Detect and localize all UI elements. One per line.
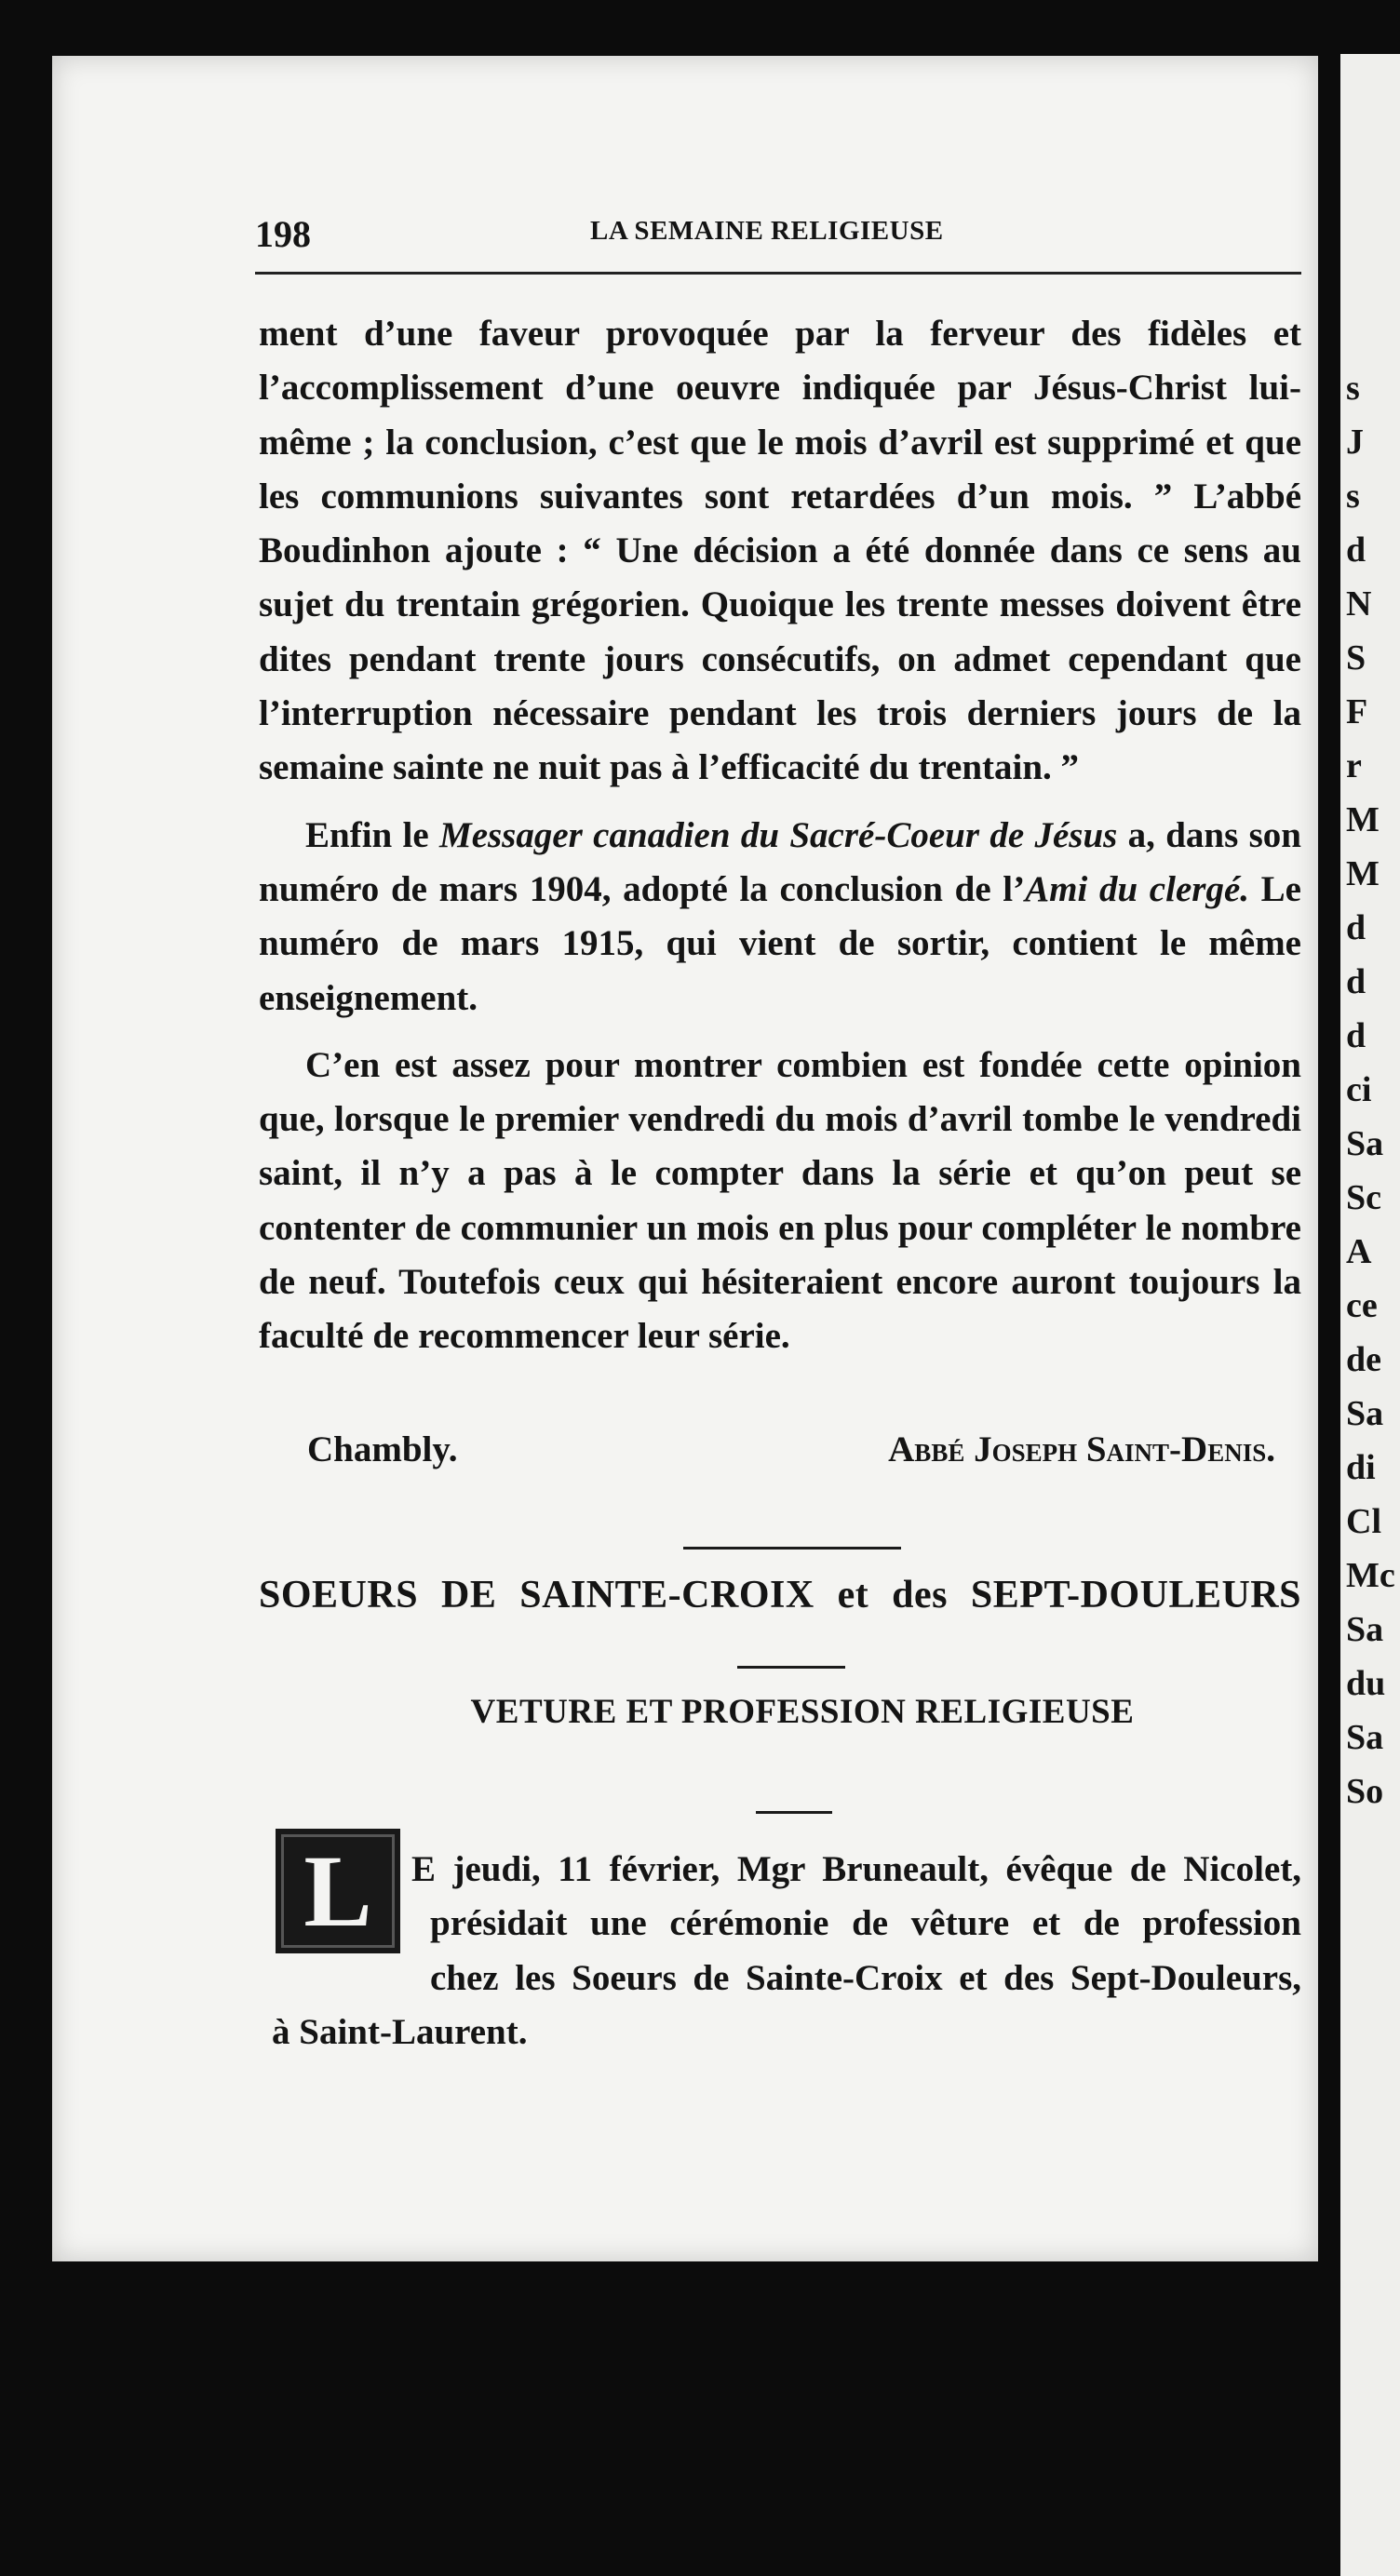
edge-text-fragment: ce (1346, 1286, 1378, 1325)
title-divider (737, 1666, 845, 1669)
edge-text-fragment: Mc (1346, 1556, 1395, 1595)
page-header (255, 212, 1301, 259)
paragraph-2-text: a, dans son numéro de mars 1904, adopté la conclusion de l’ (259, 814, 1301, 909)
page-number: 198 (255, 213, 311, 255)
edge-text-fragment: A (1346, 1232, 1372, 1271)
edge-text-fragment: d (1346, 908, 1366, 947)
signature-line (307, 1429, 1275, 1470)
paragraph-3: C’en est assez pour montrer combien est fondée cette opinion que, lorsque le premier vendredi du mois d’avril tombe le vendredi saint, il n’y a pas à le compter dans la série et qu’on peut se contenter de communier un mois en plus pour compléter le nombre de neuf. Toutefois ceux qui hésiteraient encore auront toujours la faculté de recommencer leur série. (259, 1044, 1301, 1357)
edge-text-fragment: Sa (1346, 1718, 1384, 1757)
edge-text-fragment: Sa (1346, 1610, 1384, 1649)
signature-place: Chambly. (307, 1429, 458, 1469)
article-body (259, 307, 1301, 1364)
edge-text-fragment: ci (1346, 1070, 1372, 1109)
edge-text-fragment: Sc (1346, 1178, 1381, 1217)
edge-text-fragment: S (1346, 638, 1366, 678)
header-rule (255, 272, 1301, 275)
edge-text-fragment: di (1346, 1448, 1376, 1487)
periodical-title: Messager canadien du Sacré-Coeur de Jésus (439, 814, 1118, 855)
periodical-title: Ami du clergé. (1025, 868, 1250, 909)
edge-text-fragment: s (1346, 369, 1360, 408)
edge-text-fragment: So (1346, 1772, 1384, 1811)
edge-text-fragment: J (1346, 423, 1364, 462)
paragraph-2-text: Enfin le (305, 814, 440, 855)
paragraph-line: E jeudi, 11 février, Mgr Bruneault, évêque de Nicolet, (411, 1849, 1301, 1889)
subtitle-divider (756, 1811, 832, 1814)
paragraph-2 (259, 809, 1301, 1026)
edge-text-fragment: M (1346, 854, 1380, 893)
ornamental-drop-cap: L (276, 1829, 400, 1953)
edge-text-fragment: du (1346, 1664, 1386, 1703)
edge-text-fragment: Cl (1346, 1502, 1381, 1541)
subsection-title: VETURE ET PROFESSION RELIGIEUSE (470, 1693, 1135, 1731)
running-title: LA SEMAINE RELIGIEUSE (590, 216, 944, 246)
signature-author: Abbé Joseph Saint-Denis. (888, 1429, 1275, 1469)
edge-text-fragment: s (1346, 476, 1360, 516)
paragraph-line: présidait une cérémonie de vêture et de profession (430, 1903, 1301, 1944)
edge-text-fragment: M (1346, 800, 1380, 839)
edge-text-fragment: N (1346, 584, 1372, 624)
paragraph-1: ment d’une faveur provoquée par la ferveur des fidèles et l’accomplissement d’une oeuvre indiquée par Jésus-Christ lui-même ; la conclusion, c’est que le mois d’avril est supprimé et que les communions suivantes sont retardées d’un mois. ” L’abbé Boudinhon ajoute : “ Une décision a été donnée dans ce sens au sujet du trentain grégorien. Quoique les trente messes doivent être dites pendant trente jours consécutifs, on admet cependant que l’interruption nécessaire pendant les trois derniers jours de la semaine sainte ne nuit pas à l’efficacité du trentain. ” (259, 314, 1301, 788)
edge-text-fragment: de (1346, 1340, 1381, 1379)
edge-text-fragment: d (1346, 1016, 1366, 1055)
adjacent-page-edge (1340, 54, 1400, 2576)
edge-text-fragment: d (1346, 530, 1366, 570)
edge-text-fragment: F (1346, 692, 1368, 731)
section-divider (683, 1547, 901, 1550)
paragraph-line: chez les Soeurs de Sainte-Croix et des Sept-Douleurs, (430, 1957, 1301, 1998)
edge-text-fragment: Sa (1346, 1124, 1384, 1163)
paragraph-2-text: Le numéro de mars 1915, qui vient de sortir, contient le même enseignement. (259, 868, 1301, 1018)
edge-text-fragment: d (1346, 962, 1366, 1001)
edge-text-fragment: r (1346, 746, 1362, 785)
section-title: SOEURS DE SAINTE-CROIX et des SEPT-DOULEURS (259, 1574, 1301, 1617)
edge-text-fragment: Sa (1346, 1394, 1384, 1433)
paragraph-line: à Saint-Laurent. (272, 2011, 528, 2052)
announcement-paragraph (272, 1843, 1301, 2059)
